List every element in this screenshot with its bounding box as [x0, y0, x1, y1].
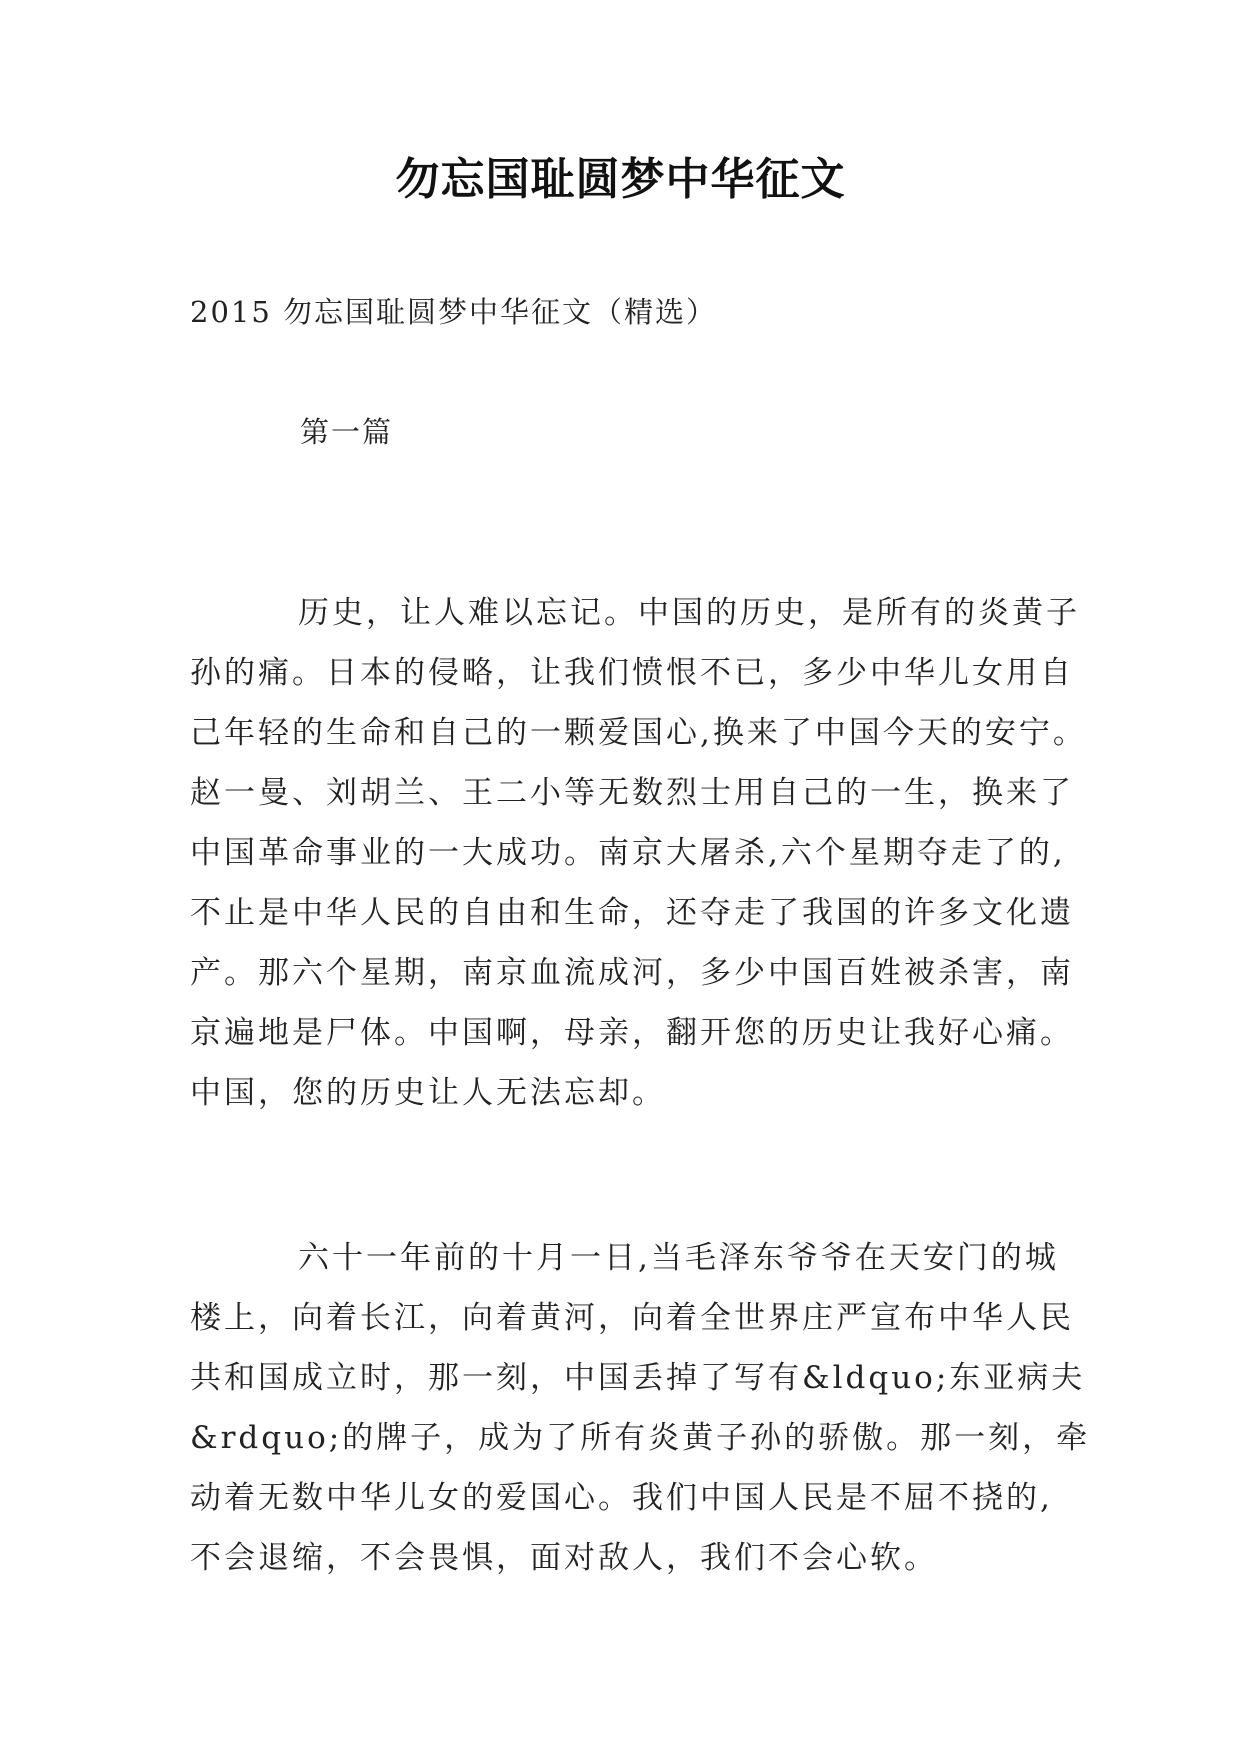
- paragraph-line: 己年轻的生命和自己的一颗爱国心,换来了中国今天的安宁。: [190, 715, 1087, 751]
- paragraph-line: 赵一曼、刘胡兰、王二小等无数烈士用自己的一生，换来了: [190, 775, 1074, 811]
- paragraph-line: 中国，您的历史让人无法忘却。: [190, 1075, 666, 1111]
- document-title: 勿忘国耻圆梦中华征文: [395, 154, 846, 205]
- paragraph-line: 不止是中华人民的自由和生命，还夺走了我国的许多文化遗: [190, 895, 1074, 931]
- paragraph-line: 产。那六个星期，南京血流成河，多少中国百姓被杀害，南: [190, 955, 1074, 991]
- paragraph-line: 不会退缩，不会畏惧，面对敌人，我们不会心软。: [190, 1540, 938, 1576]
- paragraph-line: 六十一年前的十月一日,当毛泽东爷爷在天安门的城: [298, 1240, 1059, 1276]
- paragraph-line: 京遍地是尸体。中国啊，母亲，翻开您的历史让我好心痛。: [190, 1015, 1074, 1051]
- paragraph-line: 共和国成立时，那一刻，中国丢掉了写有&ldquo;东亚病夫: [190, 1360, 1086, 1396]
- paragraph-line: 中国革命事业的一大成功。南京大屠杀,六个星期夺走了的,: [190, 835, 1066, 871]
- paragraph-1: [190, 583, 1087, 1123]
- paragraph-2: [190, 1228, 1091, 1588]
- paragraph-line: 历史，让人难以忘记。中国的历史，是所有的炎黄子: [298, 595, 1080, 631]
- paragraph-line: 动着无数中华儿女的爱国心。我们中国人民是不屈不挠的,: [190, 1480, 1053, 1516]
- paragraph-line: &rdquo;的牌子，成为了所有炎黄子孙的骄傲。那一刻，牵: [190, 1420, 1091, 1456]
- paragraph-line: 孙的痛。日本的侵略，让我们愤恨不已，多少中华儿女用自: [190, 655, 1074, 691]
- document-subtitle: 2015 勿忘国耻圆梦中华征文（精选）: [190, 295, 718, 329]
- section-heading: 第一篇: [300, 415, 394, 449]
- paragraph-line: 楼上，向着长江，向着黄河，向着全世界庄严宣布中华人民: [190, 1300, 1074, 1336]
